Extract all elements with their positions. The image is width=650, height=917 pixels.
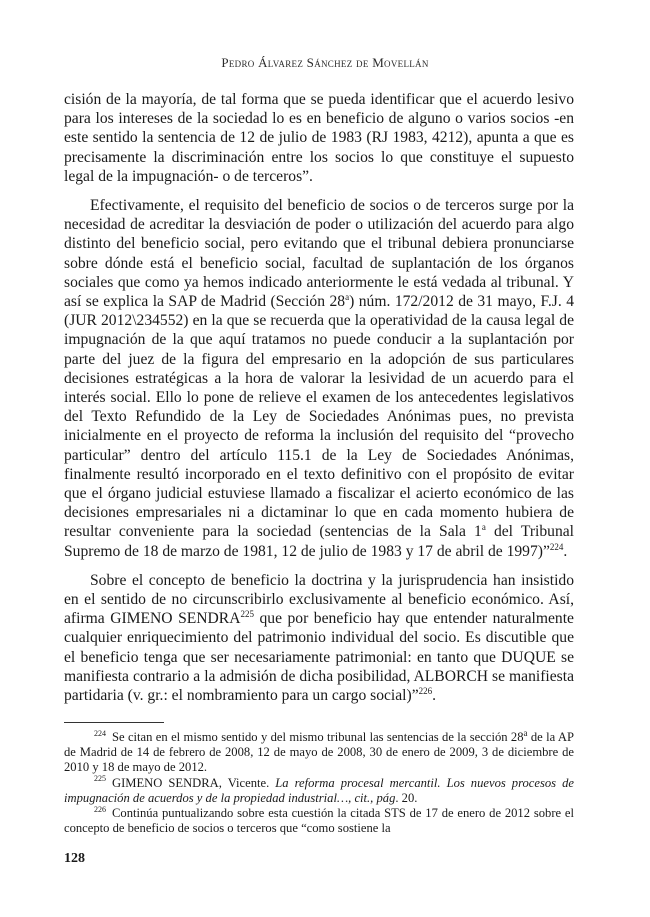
footnote-224: $^{224}$ Se citan en el mismo sentido y del mismo tribunal las sentencias de la sección 28$^a$ de la AP de Madrid de 14 de febrero de 2008, 12 de mayo de 2008, 30 de enero de 2009, 3 de diciembre de 2010 y 18 de mayo de 2012.	[64, 727, 574, 775]
paragraph-1: cisión de la mayoría, de tal forma que se pueda identificar que el acuerdo lesivo para los intereses de la sociedad lo es en beneficio de alguno o varios socios -en este sentido la sentencia de 12 de julio de 1983 (RJ 1983, 4212), apunta a que es precisamente la discriminación entre los socios lo que constituye el supuesto legal de la impugnación- o de terceros”.	[64, 91, 574, 185]
body-text	[64, 90, 574, 715]
footnotes	[64, 727, 574, 836]
footnote-ref-224[interactable]: 224	[549, 541, 564, 552]
footnote-ref-225[interactable]: 225	[240, 609, 254, 620]
running-head: Pedro Álvarez Sánchez de Movellán	[221, 55, 429, 70]
page-number: 128	[64, 851, 85, 866]
footnote-225: $^{225}$ GIMENO SENDRA, Vicente. La reforma procesal mercantil. Los nuevos procesos de impugnación de acuerdos y de la propiedad industrial…, cit., pág. 20.	[64, 774, 574, 805]
footnote-separator	[64, 722, 164, 723]
footnote-ref-226[interactable]: 226	[418, 685, 433, 696]
paragraph-3: Sobre el concepto de beneficio la doctrina y la jurisprudencia han insistido en el sentido de no circunscribirlo exclusivamente al beneficio económico. Así, afirma GIMENO SENDRA$^{225}$ que por beneficio hay que entender naturalmente cualquier enriquecimiento del patrimonio individual del socio. Es discutible que el beneficio tenga que ser necesariamente patrimonial: en tanto que DUQUE se manifiesta contrario a la admisión de dicha posibilidad, ALBORCH se manifiesta partidaria (v. gr.: el nombramiento para un cargo social)”$^{226}$.	[64, 571, 574, 705]
footnote-226: $^{226}$ Continúa puntualizando sobre esta cuestión la citada STS de 17 de enero de 2012 sobre el concepto de beneficio de socios o terceros que “como sostiene la	[64, 804, 574, 836]
paragraph-2: Efectivamente, el requisito del beneficio de socios o de terceros surge por la necesidad de acreditar la desviación de poder o utilización del acuerdo para algo distinto del beneficio social, pero evitando que el tribunal debiera pronunciarse sobre dónde está el beneficio social, facultad de suplantación de los órganos sociales que como ya hemos indicado anteriormente le está vedada al tribunal. Y así se explica la SAP de Madrid (Sección 28$^a$) núm. 172/2012 de 31 mayo, F.J. 4 (JUR 2012\234552) en la que se recuerda que la operatividad de la causa legal de impugnación de la que aquí tratamos no puede conducir a la suplantación por parte del juez de la figura del empresario en la adopción de sus particulares decisiones estratégicas a la hora de valorar la lesividad de un acuerdo para el interés social. Ello lo pone de relieve el examen de los antecedentes legislativos del Texto Refundido de la Ley de Sociedades Anónimas pues, no prevista inicialmente en el proyecto de reforma la inclusión del requisito del “provecho particular” dentro del artículo 115.1 de la Ley de Sociedades Anónimas, finalmente resultó incorporado en el texto definitivo con el propósito de evitar que el órgano judicial estuviese llamado a fiscalizar el acierto económico de las decisiones empresariales ni a dictaminar lo que en cada momento hubiera de resultar conveniente para la sociedad (sentencias de la Sala 1$^a$ del Tribunal Supremo de 18 de marzo de 1981, 12 de julio de 1983 y 17 de abril de 1997)”$^{224}$.	[64, 197, 574, 560]
